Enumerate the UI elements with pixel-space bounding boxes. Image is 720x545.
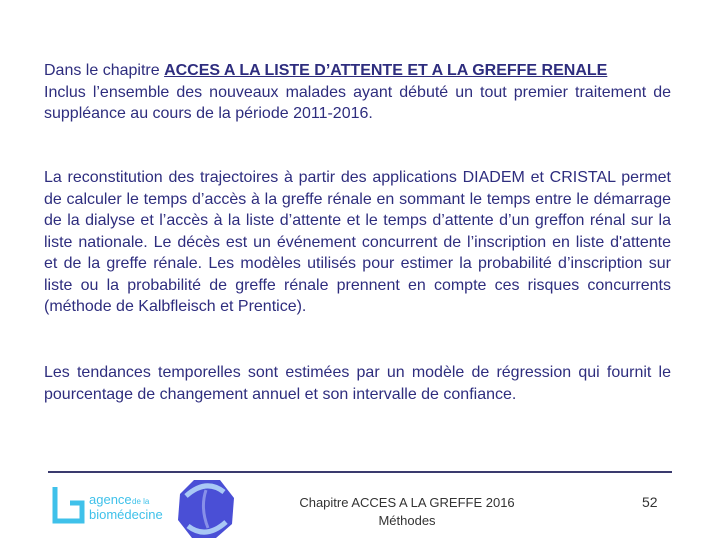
intro-text: Inclus l’ensemble des nouveaux malades ayant débuté un tout premier traitement de suppléance au cours de la période 2011-2016. (44, 83, 671, 122)
trends-paragraph: Les tendances temporelles sont estimées par un modèle de régression qui fournit le pourcentage de changement annuel et son intervalle de confiance. (44, 364, 671, 403)
kidney-exchange-emblem-icon (176, 478, 236, 545)
footer-chapter: Chapitre ACCES A LA GREFFE 2016 (299, 495, 515, 510)
footer-divider (48, 471, 672, 473)
footer-section: Méthodes (378, 513, 436, 528)
methods-paragraph: La reconstitution des trajectoires à partir des applications DIADEM et CRISTAL permet de calculer le temps d’accès à la greffe rénale en sommant le temps entre le démarrage de la dialyse et l’accès à la liste d’attente et le temps d’attente d’un greffon rénal sur la liste nationale. Le décès est un événement concurrent de l’inscription en liste d'attente et de la greffe rénale. Les modèles utilisés pour estimer la probabilité d’inscription sur liste ou la probabilité de greffe rénale prennent en compte ces risques concurrents (méthode de Kalbfleisch et Prentice). (44, 169, 671, 315)
page-number: 52 (642, 494, 658, 510)
agence-biomedecine-logo (52, 485, 172, 532)
intro-prefix: Dans le chapitre (44, 62, 165, 79)
svg-text:biomédecine: biomédecine (89, 507, 163, 522)
svg-text:agence: agence (89, 492, 132, 507)
chapter-title: ACCES A LA LISTE D’ATTENTE ET A LA GREFFE RENALE (164, 62, 608, 79)
svg-text:de la: de la (132, 497, 150, 506)
footer-caption (250, 494, 564, 530)
intro-paragraph (44, 60, 671, 125)
